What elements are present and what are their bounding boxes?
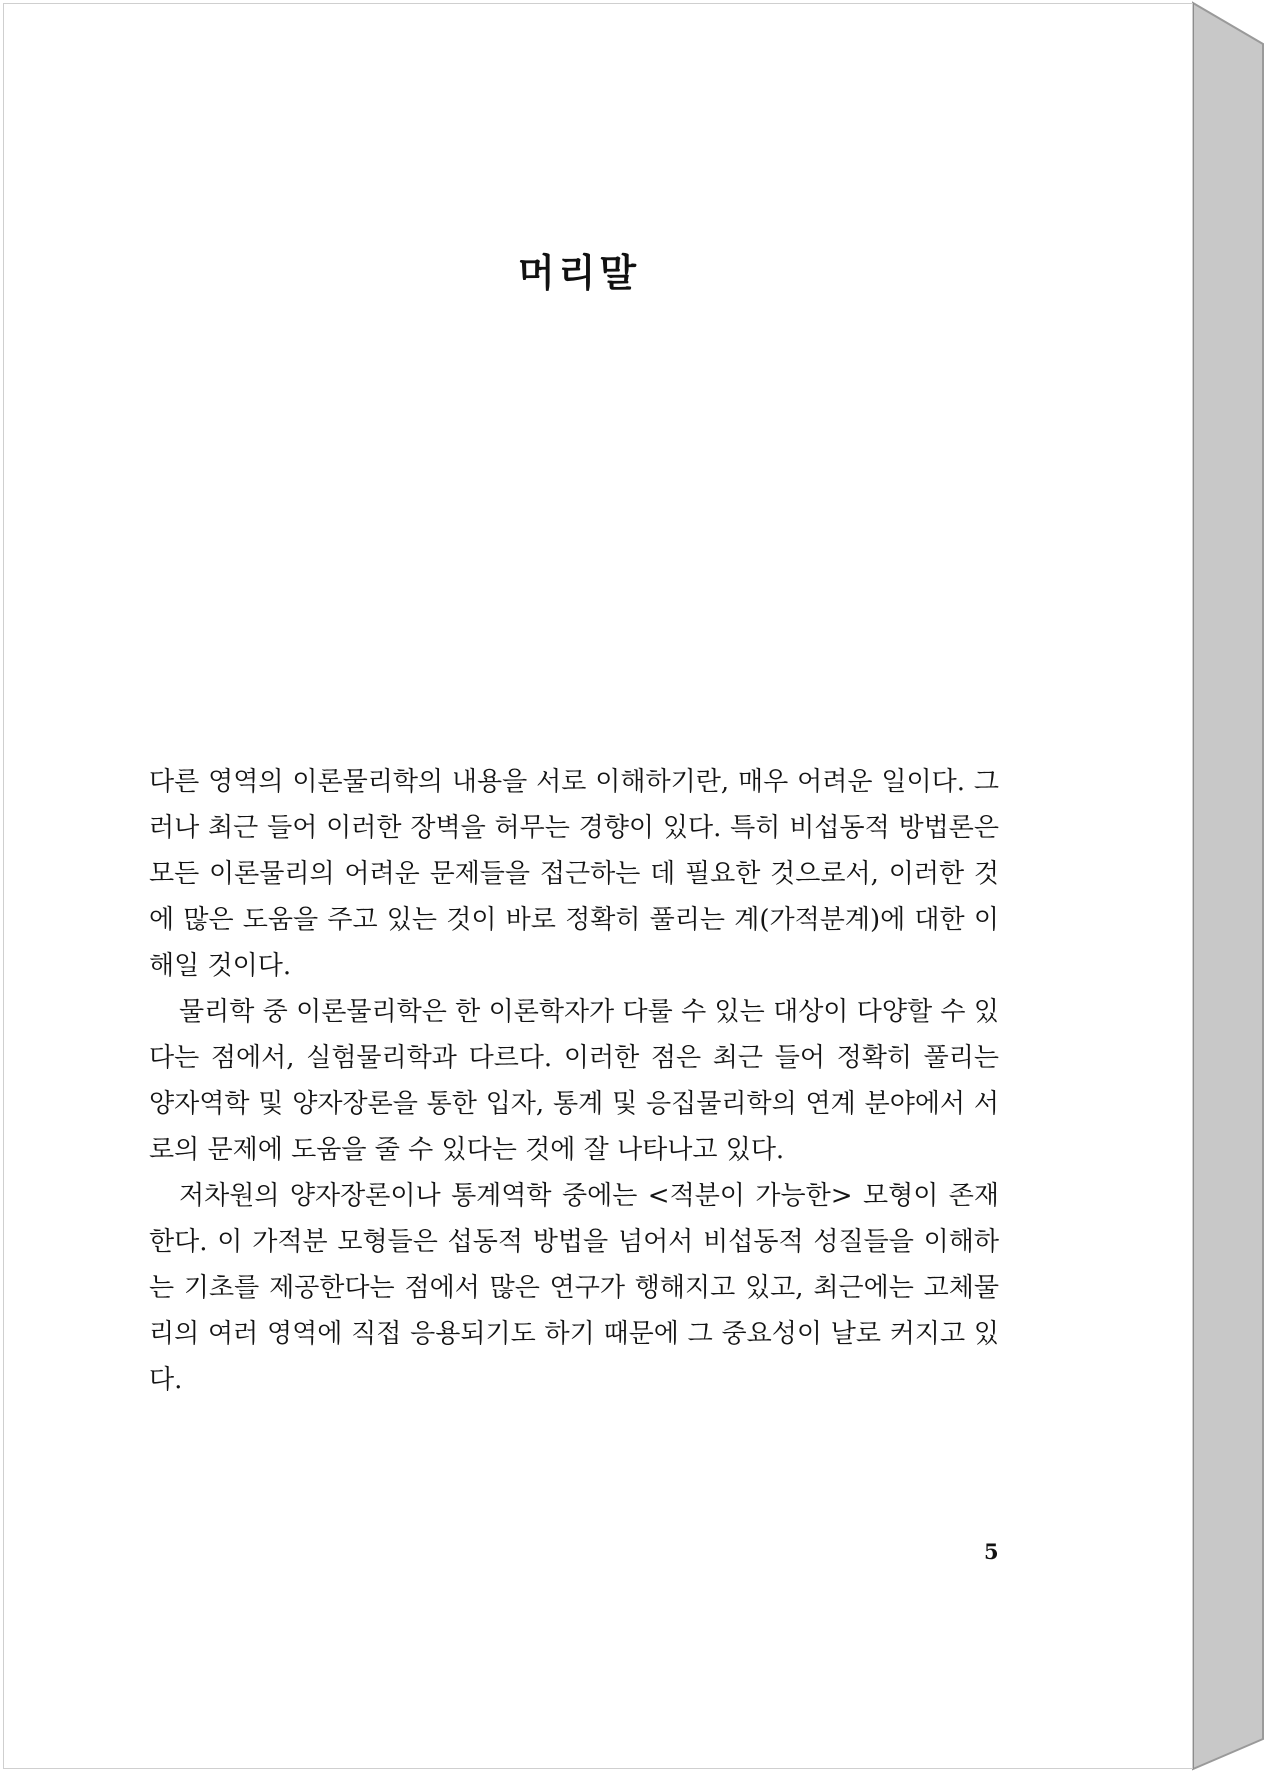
page-title: 머리말 bbox=[517, 250, 641, 295]
page-number: 5 bbox=[984, 1539, 999, 1564]
paragraph: 저차원의 양자장론이나 통계역학 중에는 <적분이 가능한> 모형이 존재한다. 이 가적분 모형들은 섭동적 방법을 넘어서 비섭동적 성질들을 이해하는 기초를 제공한다는 점에서 많은 연구가 행해지고 있고, 최근에는 고체물리의 여러 영역에 직접 응용되기도 하기 때문에 그 중요성이 날로 커지고 있다. bbox=[149, 1181, 999, 1395]
paragraph: 다른 영역의 이론물리학의 내용을 서로 이해하기란, 매우 어려운 일이다. 그러나 최근 들어 이러한 장벽을 허무는 경향이 있다. 특히 비섭동적 방법론은 모든 이론물리의 어려운 문제들을 접근하는 데 필요한 것으로서, 이러한 것에 많은 도움을 주고 있는 것이 바로 정확히 풀리는 계(가적분계)에 대한 이해일 것이다. bbox=[149, 767, 999, 981]
book-page bbox=[3, 3, 1193, 1769]
paragraph: 물리학 중 이론물리학은 한 이론학자가 다룰 수 있는 대상이 다양할 수 있다는 점에서, 실험물리학과 다르다. 이러한 점은 최근 들어 정확히 풀리는 양자역학 및 양자장론을 통한 입자, 통계 및 응집물리학의 연계 분야에서 서로의 문제에 도움을 줄 수 있다는 것에 잘 나타나고 있다. bbox=[149, 997, 999, 1165]
body-text bbox=[149, 759, 999, 1403]
